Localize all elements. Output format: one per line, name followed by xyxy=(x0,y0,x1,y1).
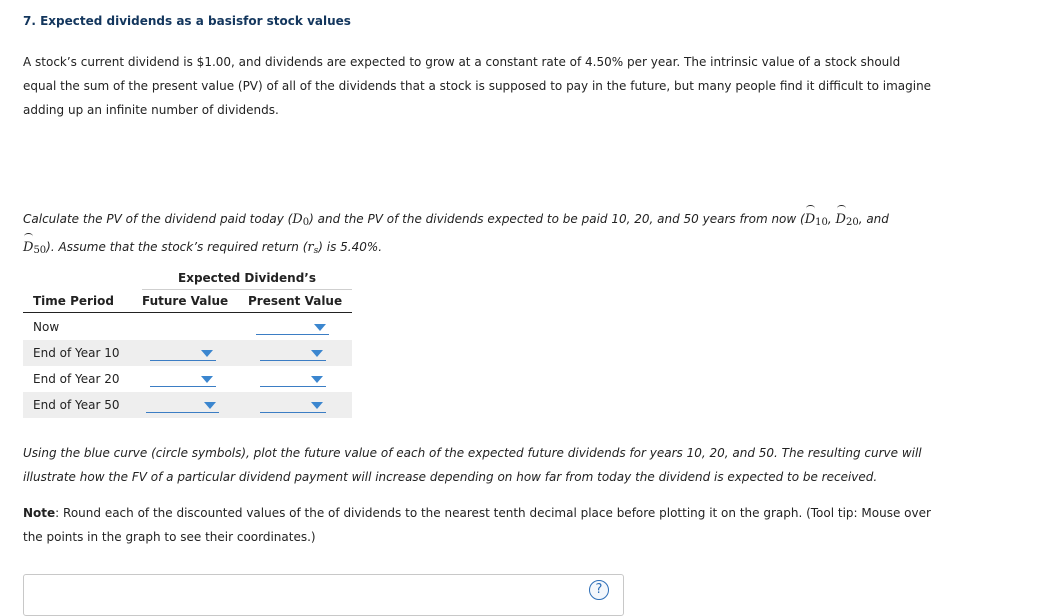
d50-symbol xyxy=(23,240,46,255)
rs-symbol xyxy=(307,240,318,255)
calc-text-a: Calculate the PV of the dividend paid today ( xyxy=(23,212,293,226)
calc-and: , and xyxy=(858,212,889,226)
table-row-year-10 xyxy=(23,340,352,366)
d50-letter: D xyxy=(23,236,33,260)
intro-paragraph xyxy=(23,50,963,122)
expected-dividends-header: Expected Dividend’s xyxy=(142,268,352,290)
d0-letter: D xyxy=(292,212,303,227)
column-headers xyxy=(23,290,352,313)
d10-letter: D xyxy=(805,208,815,232)
year50-pv-dropdown[interactable] xyxy=(260,396,326,413)
row-label: End of Year 10 xyxy=(33,346,120,360)
intro-line-1: A stock’s current dividend is $1.00, and dividends are expected to grow at a constant rate of 4.50% per year. The intrinsic value of a stock should xyxy=(23,55,901,69)
chevron-down-icon xyxy=(201,376,213,383)
calc-text-b: ) and the PV of the dividends expected to be paid 10, 20, and 50 years from now ( xyxy=(309,212,805,226)
row-label: End of Year 50 xyxy=(33,398,120,412)
graph-panel[interactable] xyxy=(23,574,624,616)
note-line-1 xyxy=(23,501,963,525)
chevron-down-icon xyxy=(314,324,326,331)
note-paragraph xyxy=(23,501,963,549)
d50-subscript: 50 xyxy=(33,245,47,256)
chevron-down-icon xyxy=(311,402,323,409)
year10-fv-dropdown[interactable] xyxy=(150,344,216,361)
question-title: 7. Expected dividends as a basisfor stock values xyxy=(23,14,351,28)
calc-text-c: ). Assume that the stock’s required return ( xyxy=(46,240,308,254)
calculate-instructions xyxy=(23,207,963,263)
d10-symbol xyxy=(805,212,828,227)
table-row-year-50 xyxy=(23,392,352,418)
time-period-header: Time Period xyxy=(33,294,114,308)
help-icon[interactable]: ? xyxy=(589,580,609,600)
row-label: End of Year 20 xyxy=(33,372,120,386)
d0-symbol xyxy=(292,212,309,227)
chevron-down-icon xyxy=(204,402,216,409)
d20-subscript: 20 xyxy=(845,217,859,228)
calc-line-2 xyxy=(23,235,963,263)
calc-line-1 xyxy=(23,207,963,235)
chevron-down-icon xyxy=(201,350,213,357)
year50-fv-dropdown[interactable] xyxy=(146,396,219,413)
row-label: Now xyxy=(33,320,60,334)
calc-sep-1: , xyxy=(827,212,836,226)
d20-letter: D xyxy=(836,208,846,232)
intro-line-2: equal the sum of the present value (PV) of all of the dividends that a stock is supposed to pay in the future, but many people find it difficult to imagine xyxy=(23,79,932,93)
plot-line-2: illustrate how the FV of a particular dividend payment will increase depending on how far from today the dividend is expected to be received. xyxy=(23,470,878,484)
chevron-down-icon xyxy=(311,376,323,383)
calc-text-d: ) is 5.40%. xyxy=(318,240,383,254)
now-pv-dropdown[interactable] xyxy=(256,318,329,335)
chevron-down-icon xyxy=(311,350,323,357)
present-value-header: Present Value xyxy=(248,294,343,308)
year10-pv-dropdown[interactable] xyxy=(260,344,326,361)
intro-line-3: adding up an infinite number of dividends. xyxy=(23,103,279,117)
d0-subscript: 0 xyxy=(302,217,310,228)
note-text: : Round each of the discounted values of the of dividends to the nearest tenth decimal place before plotting it on the graph. (Tool tip: Mouse over xyxy=(55,506,931,520)
d20-symbol xyxy=(836,212,859,227)
table-row-now xyxy=(23,314,352,340)
r-letter: r xyxy=(307,240,314,255)
note-line-2: the points in the graph to see their coordinates.) xyxy=(23,530,316,544)
future-value-header: Future Value xyxy=(142,294,229,308)
note-label: Note xyxy=(23,506,56,520)
year20-fv-dropdown[interactable] xyxy=(150,370,216,387)
plot-line-1: Using the blue curve (circle symbols), plot the future value of each of the expected future dividends for years 10, 20, and 50. The resulting curve will xyxy=(23,446,922,460)
table-row-year-20 xyxy=(23,366,352,392)
plot-instructions xyxy=(23,441,963,489)
r-subscript: s xyxy=(313,246,319,256)
year20-pv-dropdown[interactable] xyxy=(260,370,326,387)
d10-subscript: 10 xyxy=(815,217,828,228)
